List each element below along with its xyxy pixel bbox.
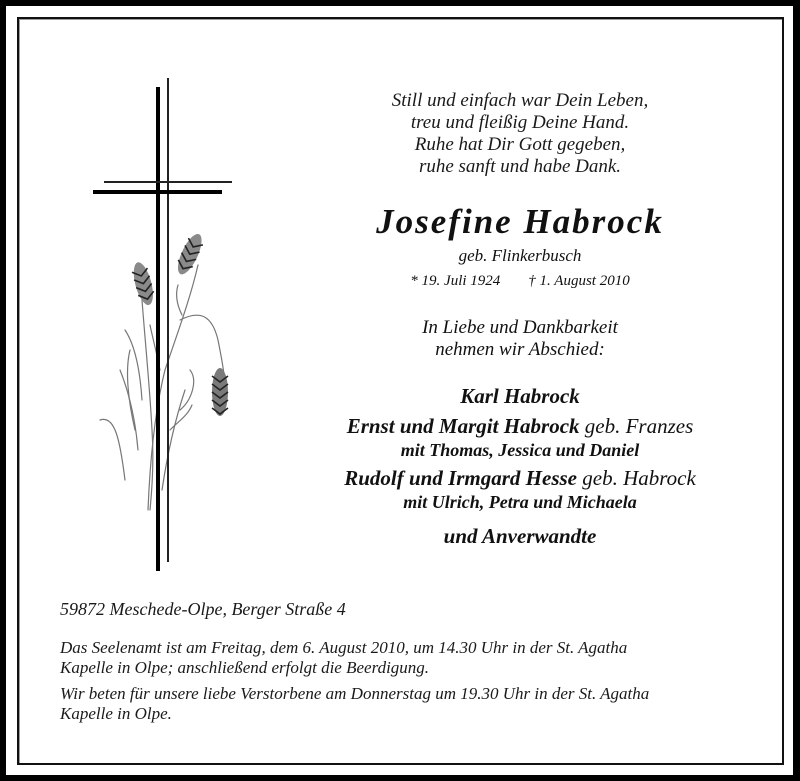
mourner-children: mit Ulrich, Petra und Michaela <box>403 492 637 512</box>
poem-line: Still und einfach war Dein Leben, <box>391 90 649 111</box>
poem <box>300 90 740 178</box>
mourner-line <box>300 413 740 439</box>
death-date: † 1. August 2010 <box>528 273 630 289</box>
poem-line: Ruhe hat Dir Gott gegeben, <box>414 134 626 155</box>
life-dates <box>300 271 740 291</box>
address: 59872 Meschede-Olpe, Berger Straße 4 <box>60 599 346 619</box>
mourner-children: mit Thomas, Jessica und Daniel <box>400 440 640 460</box>
funeral-notice <box>60 638 760 678</box>
maiden-name: geb. Flinkerbusch <box>458 246 582 265</box>
mourner-name: Ernst und Margit Habrock <box>346 414 580 438</box>
deceased-name: Josefine Habrock <box>376 202 664 241</box>
prayer-notice <box>60 684 760 724</box>
notice-line: Wir beten für unsere liebe Verstorbene am Donnerstag um 19.30 Uhr in der St. Agatha <box>60 684 650 703</box>
notice-line: Kapelle in Olpe; anschließend erfolgt die Beerdigung. <box>60 658 430 677</box>
mourner-maiden-name: geb. Habrock <box>577 466 696 490</box>
cross-with-wheat-icon <box>80 70 260 590</box>
mourner-name: Rudolf und Irmgard Hesse <box>344 466 577 490</box>
mourners-list <box>300 383 740 549</box>
poem-line: treu und fleißig Deine Hand. <box>410 112 630 133</box>
mourner-relatives: und Anverwandte <box>443 524 597 548</box>
farewell-line: In Liebe und Dankbarkeit <box>422 317 618 338</box>
poem-line: ruhe sanft und habe Dank. <box>418 156 622 177</box>
mourner-line <box>300 465 740 491</box>
farewell-text <box>300 317 740 361</box>
mourner-maiden-name: geb. Franzes <box>579 414 694 438</box>
notice-line: Das Seelenamt ist am Freitag, dem 6. August 2010, um 14.30 Uhr in der St. Agatha <box>60 638 628 657</box>
mourner-line: Karl Habrock <box>460 384 580 408</box>
notice-line: Kapelle in Olpe. <box>60 704 172 723</box>
birth-date: * 19. Juli 1924 <box>410 273 501 289</box>
farewell-line: nehmen wir Abschied: <box>435 339 605 360</box>
